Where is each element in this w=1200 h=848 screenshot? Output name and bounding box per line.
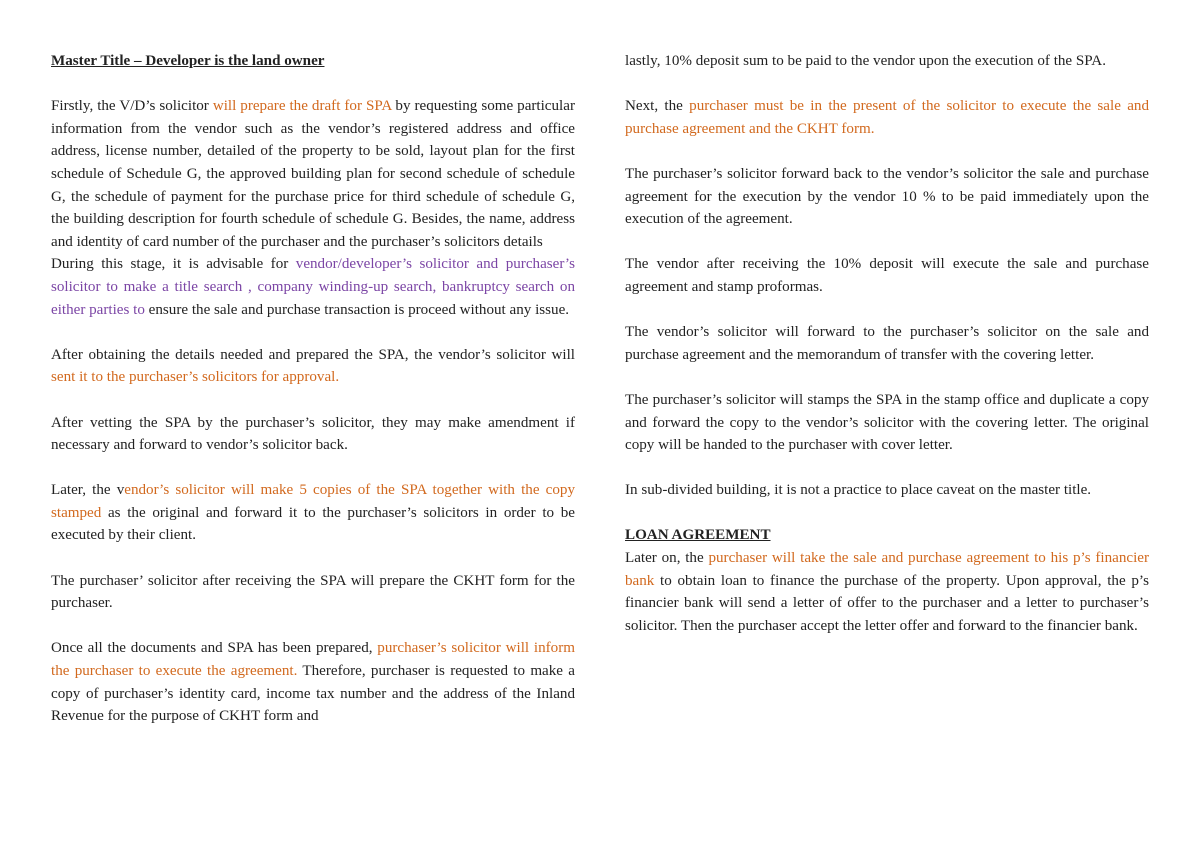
text-run: Firstly, the V/D’s solicitor bbox=[51, 98, 213, 115]
paragraph-memorandum: The vendor’s solicitor will forward to the purchaser’s solicitor on the sale and purchase agreement and the memorandum of transfer with the covering letter. bbox=[625, 324, 1149, 363]
paragraph-draft-spa bbox=[51, 95, 575, 253]
text-run: Next, the bbox=[625, 98, 690, 115]
text-run: Therefore, purchaser is requested to make a copy of purchaser’s identity card, income tax number and the address of the Inland Revenue for the purpose of CKHT form and bbox=[51, 663, 575, 725]
text-run: as the original and forward it to the purchaser’s solicitors in order to be executed by their client. bbox=[51, 504, 575, 544]
paragraph-execute bbox=[51, 637, 575, 727]
loan-agreement-heading: LOAN AGREEMENT bbox=[625, 527, 771, 544]
paragraph-presence bbox=[625, 95, 1149, 140]
highlight-text: will prepare the draft for SPA bbox=[212, 98, 392, 115]
paragraph-approval bbox=[51, 344, 575, 389]
paragraph-vendor-execute: The vendor after receiving the 10% deposit will execute the sale and purchase agreement and stamp proformas. bbox=[625, 256, 1149, 295]
text-run: Later, the v bbox=[51, 482, 125, 499]
highlight-text: sent it to the purchaser’s solicitors for approval. bbox=[51, 369, 340, 386]
highlight-text: purchaser will take the sale and purchase agreement to his p’s financier bank bbox=[625, 550, 1149, 589]
paragraph-forward-back: The purchaser’s solicitor forward back to the vendor’s solicitor the sale and purchase agreement for the execution by the vendor 10 % to be paid immediately upon the execution of the agreement. bbox=[625, 165, 1149, 228]
paragraph-stamping: The purchaser’s solicitor will stamps the SPA in the stamp office and duplicate a copy and forward the copy to the vendor’s solicitor with the covering letter. The original copy will be handed to the purchaser with cover letter. bbox=[625, 391, 1149, 454]
highlight-text: endor’s solicitor will make 5 copies of the SPA together with the copy stamped bbox=[51, 482, 575, 521]
paragraph-vetting: After vetting the SPA by the purchaser’s solicitor, they may make amendment if necessary and forward to vendor’s solicitor back. bbox=[51, 414, 575, 454]
highlight-text: purchaser must be in the present of the solicitor to execute the sale and purchase agreement and the CKHT form. bbox=[625, 98, 1149, 137]
paragraph-copies bbox=[51, 479, 575, 547]
text-run: Later on, the bbox=[625, 550, 709, 567]
text-run: Once all the documents and SPA has been prepared, bbox=[51, 640, 378, 657]
text-run: by requesting some particular information from the vendor such as the vendor’s registered address and office address, license number, detailed of the property to be sold, layout plan for the first schedule of Schedule G, the approved building plan for second schedule of schedule G, the schedule of payment for the purchase price for third schedule of schedule G, the building description for fourth schedule of schedule G. Besides, the name, address and identity of card number of the purchaser and the purchaser’s solicitors details bbox=[51, 98, 575, 250]
paragraph-deposit: lastly, 10% deposit sum to be paid to the vendor upon the execution of the SPA. bbox=[625, 53, 1106, 69]
text-run: to obtain loan to finance the purchase of the property. Upon approval, the p’s financier bank will send a letter of offer to the purchaser and a letter to purchaser’s solicitor. Then the purchaser accept the letter offer and forward to the financier bank. bbox=[625, 572, 1149, 634]
left-column bbox=[51, 50, 575, 728]
highlight-text: purchaser’s solicitor will inform the purchaser to execute the agreement. bbox=[51, 640, 575, 680]
paragraph-ckht-form: The purchaser’ solicitor after receiving the SPA will prepare the CKHT form for the purchaser. bbox=[51, 572, 575, 612]
master-title: Master Title – Developer is the land owner bbox=[51, 53, 325, 69]
paragraph-caveat: In sub-divided building, it is not a practice to place caveat on the master title. bbox=[625, 482, 1092, 499]
paragraph-loan bbox=[625, 547, 1149, 637]
text-run: After obtaining the details needed and prepared the SPA, the vendor’s solicitor will bbox=[51, 346, 575, 363]
text-run: During this stage, it is advisable for bbox=[51, 256, 296, 273]
paragraph-searches bbox=[51, 253, 575, 321]
text-run: ensure the sale and purchase transaction is proceed without any issue. bbox=[144, 301, 570, 318]
right-column bbox=[625, 50, 1149, 637]
highlight-text: vendor/developer’s solicitor and purchaser’s solicitor to make a title search , company winding-up search, bankruptcy search on either parties to bbox=[51, 256, 575, 318]
